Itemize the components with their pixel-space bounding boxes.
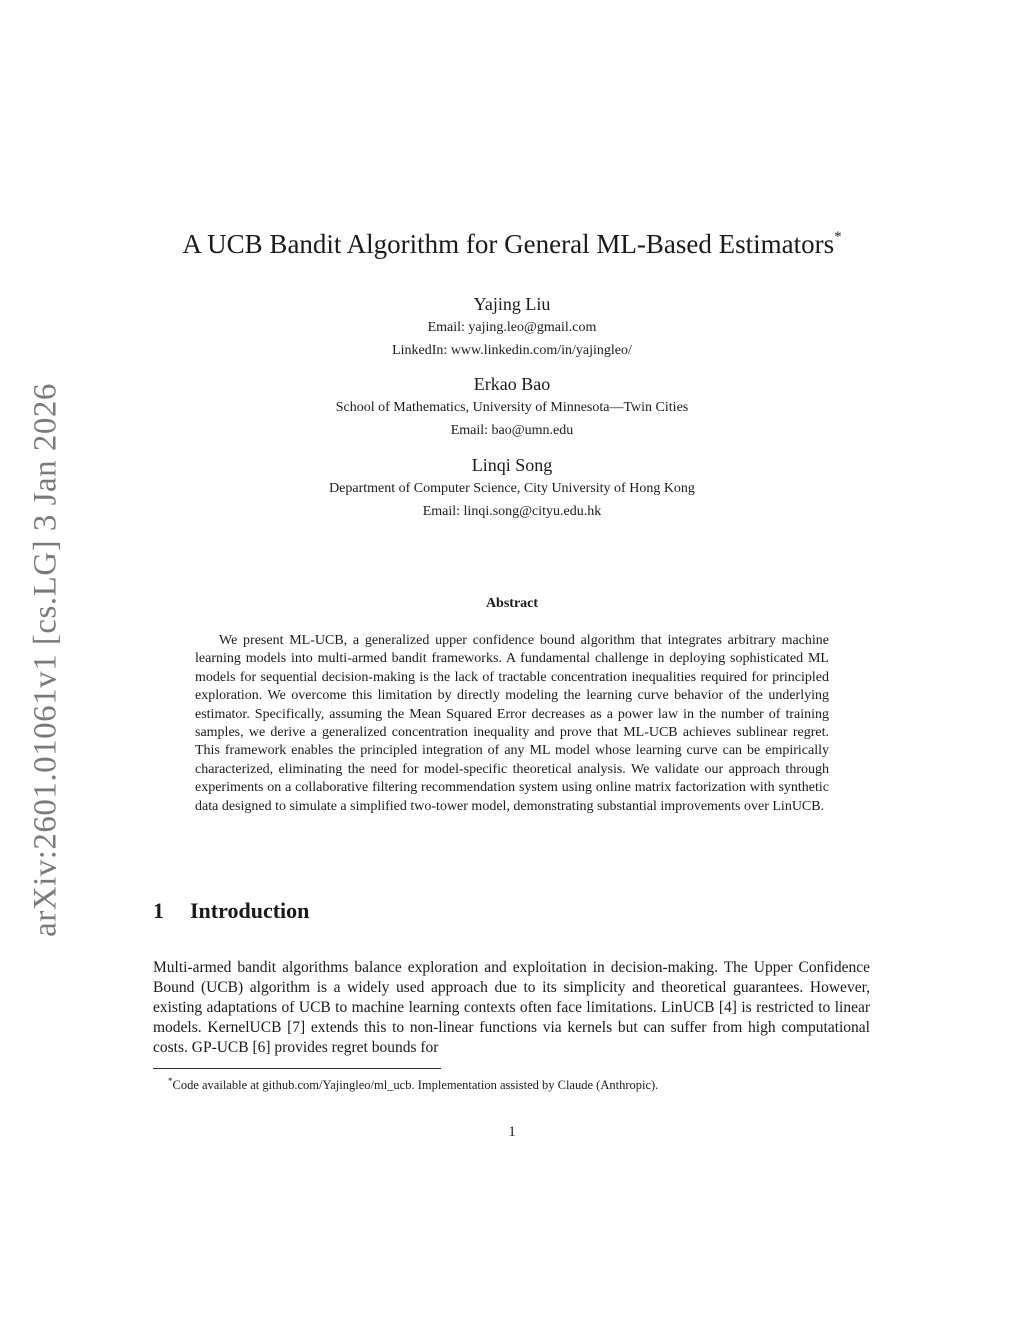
author-name: Linqi Song	[471, 455, 553, 475]
author-affiliation: Department of Computer Science, City University of Hong Kong	[329, 481, 695, 496]
author-block-1	[0, 292, 1024, 362]
footnote-mark: *	[168, 1076, 173, 1086]
footnote-divider	[153, 1068, 441, 1069]
author-name: Erkao Bao	[473, 374, 551, 394]
introduction-paragraph: Multi-armed bandit algorithms balance exploration and exploitation in decision-making. The Upper Confidence Bound (UCB) algorithm is a widely used approach due to its simplicity and theoretical guarantees. However, existing adaptations of UCB to machine learning contexts often face limitations. LinUCB [4] is restricted to linear models. KernelUCB [7] extends this to non-linear functions via kernels but can suffer from high computational costs. GP-UCB [6] provides regret bounds for	[153, 959, 870, 1056]
page-number: 1	[508, 1124, 516, 1140]
arxiv-identifier-stamp: arXiv:2601.01061v1 [cs.LG] 3 Jan 2026	[27, 383, 64, 937]
author-affiliation: School of Mathematics, University of Minnesota—Twin Cities	[335, 400, 689, 415]
author-block-2	[0, 372, 1024, 442]
paper-title-text: A UCB Bandit Algorithm for General ML-Based Estimators	[182, 229, 835, 259]
footnote	[168, 1073, 658, 1093]
section-heading	[153, 898, 309, 924]
author-linkedin: LinkedIn: www.linkedin.com/in/yajingleo/	[392, 343, 632, 358]
section-title: Introduction	[190, 898, 310, 923]
author-email: Email: yajing.leo@gmail.com	[427, 320, 597, 335]
author-email: Email: bao@umn.edu	[450, 423, 574, 438]
title-footnote-mark: *	[834, 229, 842, 245]
paper-title	[0, 220, 1024, 261]
footnote-text: Code available at github.com/Yajingleo/ml_ucb. Implementation assisted by Claude (Anthropic).	[172, 1078, 659, 1093]
abstract-text: We present ML-UCB, a generalized upper confidence bound algorithm that integrates arbitrary machine learning models into multi-armed bandit frameworks. A fundamental challenge in deploying sophisticated ML models for sequential decision-making is the lack of tractable concentration inequalities required for principled exploration. We overcome this limitation by directly modeling the learning curve behavior of the underlying estimator. Specifically, assuming the Mean Squared Error decreases as a power law in the number of training samples, we derive a generalized concentration inequality and prove that ML-UCB achieves sublinear regret. This framework enables the principled integration of any ML model whose learning curve can be empirically characterized, eliminating the need for model-specific theoretical analysis. We validate our approach through experiments on a collaborative filtering recommendation system using online matrix factorization with synthetic data designed to simulate a simplified two-tower model, demonstrating substantial improvements over LinUCB.	[195, 633, 829, 814]
author-block-3	[0, 453, 1024, 523]
author-name: Yajing Liu	[473, 294, 551, 314]
section-number: 1	[153, 898, 164, 923]
abstract-heading: Abstract	[485, 596, 539, 611]
author-email: Email: linqi.song@cityu.edu.hk	[422, 504, 602, 519]
